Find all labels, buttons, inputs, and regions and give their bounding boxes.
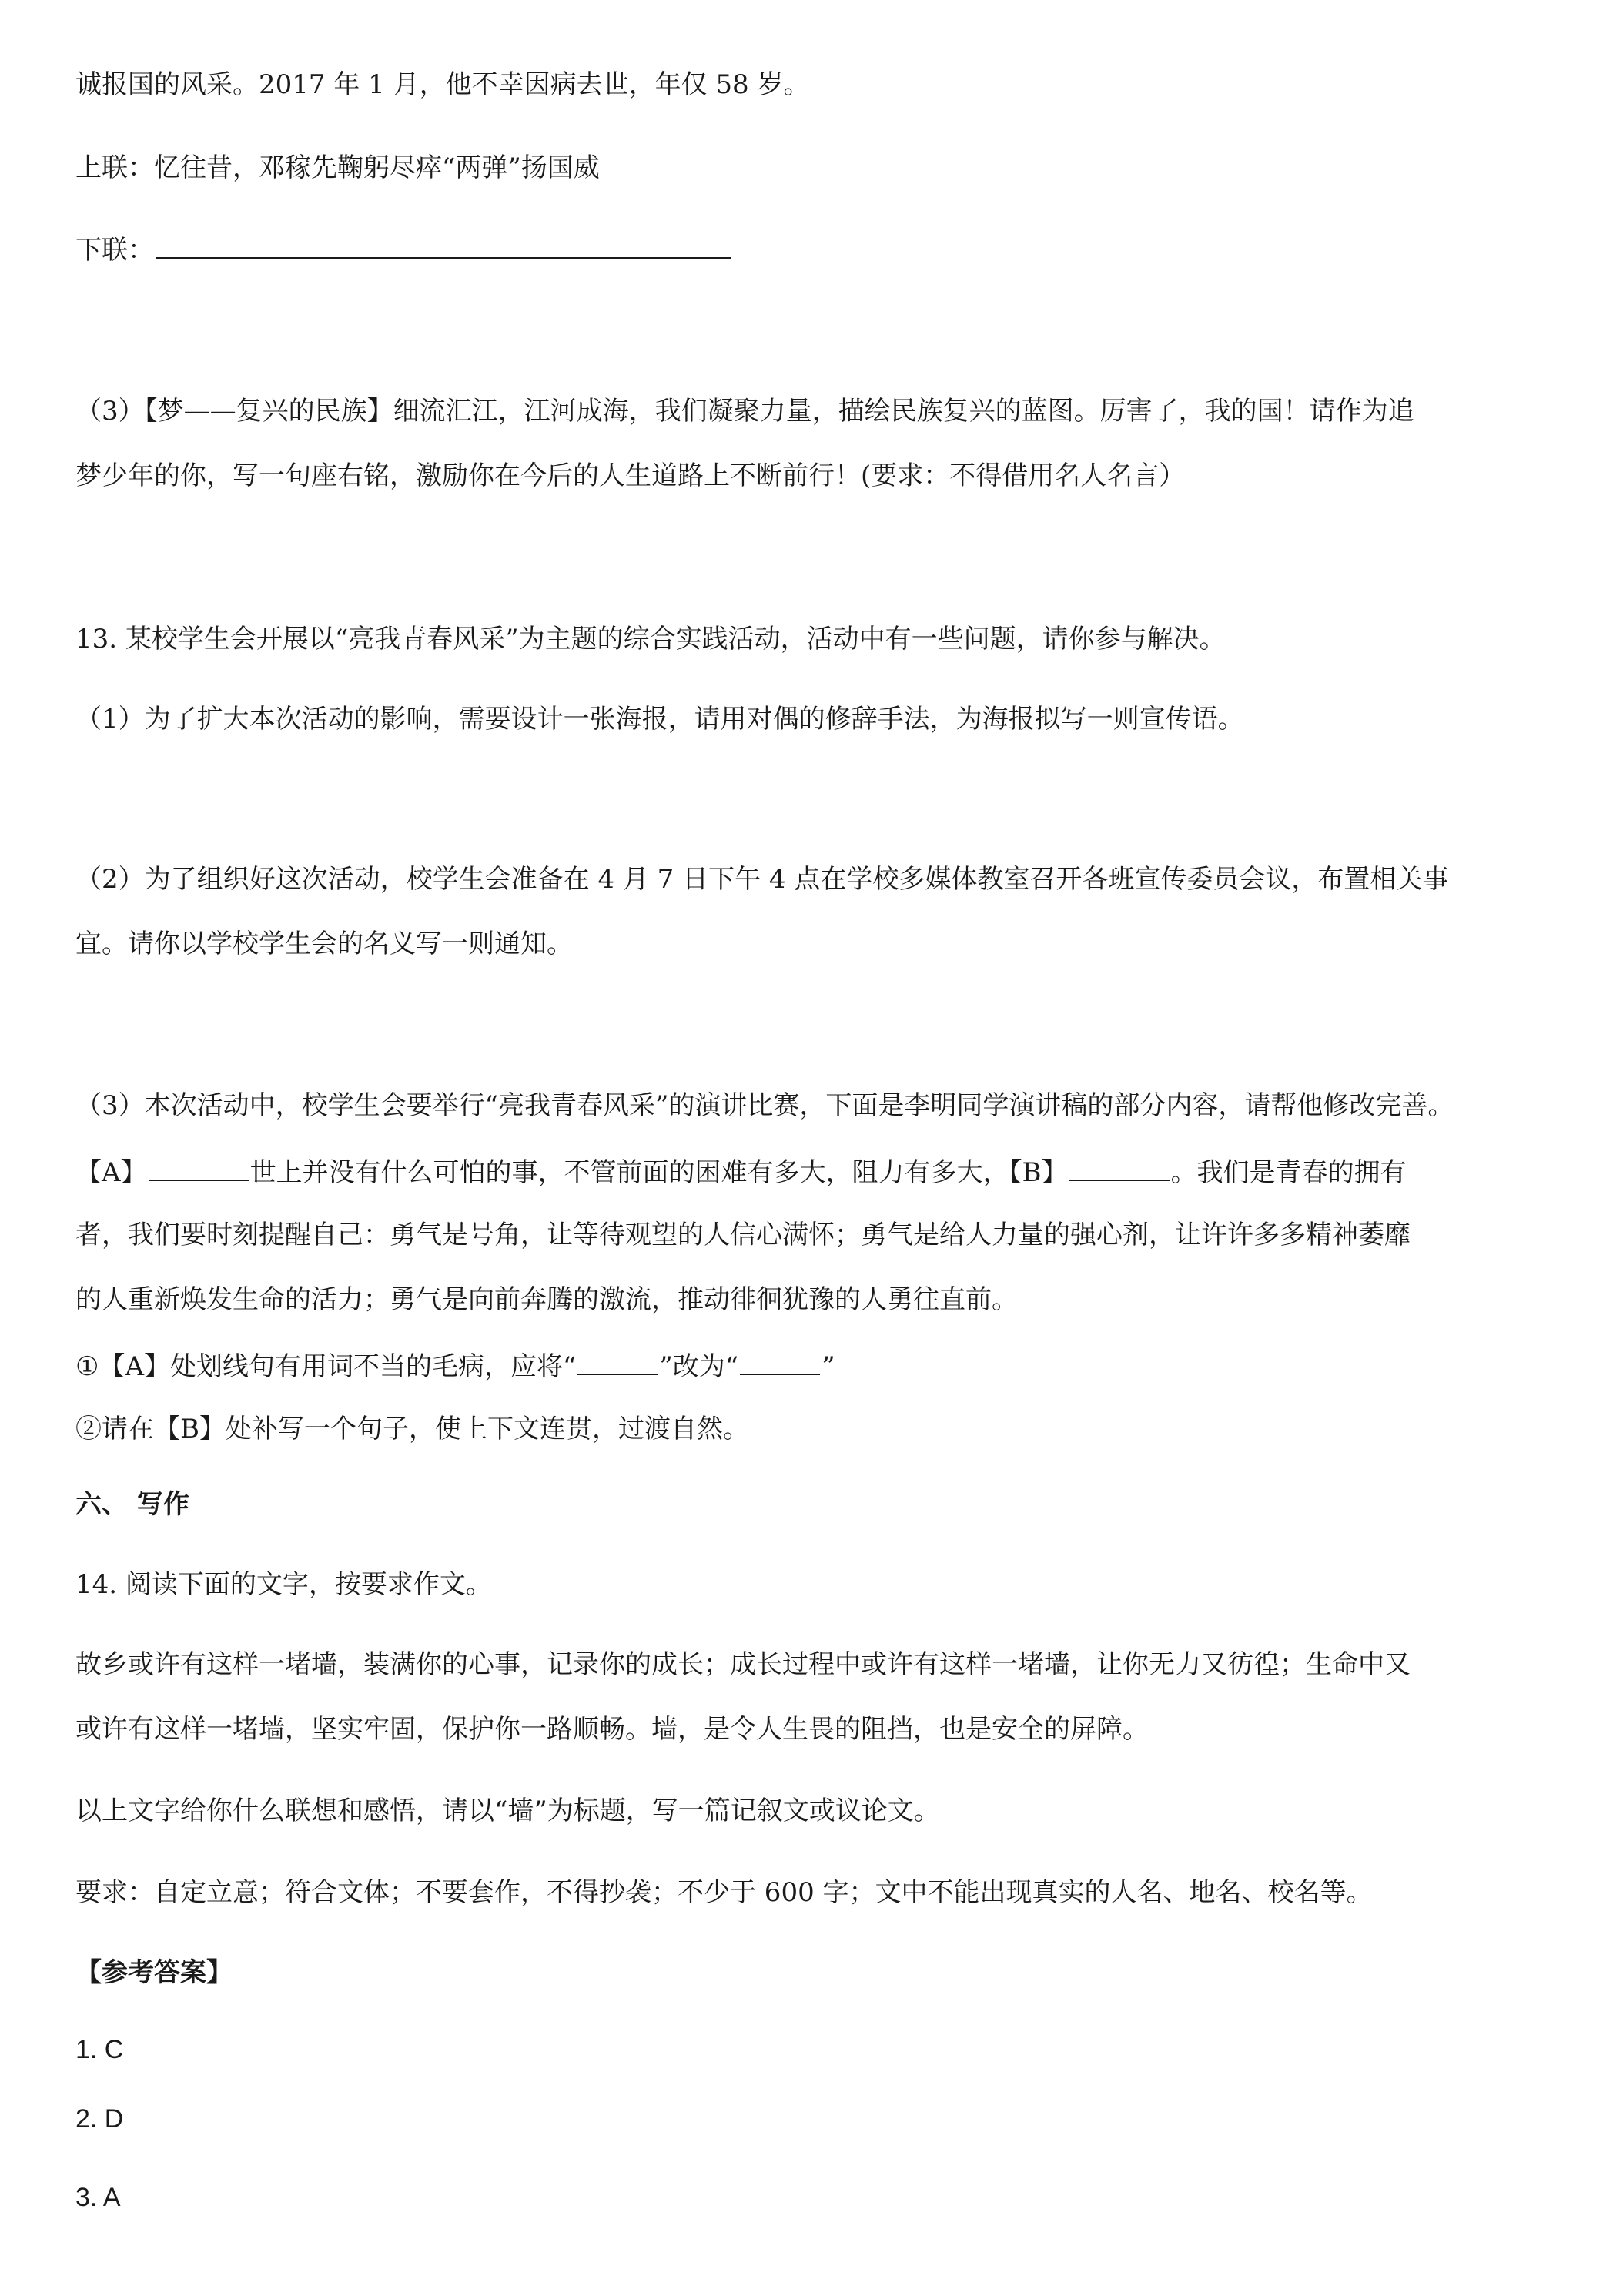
subquestion-1-blank-1	[577, 1347, 658, 1375]
xialian-label: 下联：	[75, 235, 154, 266]
answers-heading: 【参考答案】	[75, 1957, 233, 1988]
prompt-line-2: 或许有这样一堵墙，坚实牢固，保护你一路顺畅。墙，是令人生畏的阻挡，也是安全的屏障。	[75, 1714, 1149, 1745]
shanglian-line: 上联：忆往昔，邓稼先鞠躬尽瘁“两弹”扬国威	[75, 152, 600, 183]
text-line: 诚报国的风采。2017 年 1 月，他不幸因病去世，年仅 58 岁。	[75, 69, 810, 100]
answer-item: 3. A	[75, 2183, 121, 2212]
subquestion-2: ②请在【B】处补写一个句子，使上下文连贯，过渡自然。	[75, 1414, 749, 1444]
question-14: 14. 阅读下面的文字，按要求作文。	[75, 1569, 492, 1600]
question-3-line-2: 梦少年的你，写一句座右铭，激励你在今后的人生道路上不断前行！(要求：不得借用名人名言）	[75, 460, 1186, 491]
answer-blank	[156, 231, 731, 259]
answer-item: 1. C	[75, 2035, 124, 2064]
question-13-2-line-1: （2）为了组织好这次活动，校学生会准备在 4 月 7 日下午 4 点在学校多媒体教室召开各班宣传委员会议，布置相关事	[75, 864, 1449, 895]
answer-item: 2. D	[75, 2104, 124, 2134]
question-13-2-line-2: 宜。请你以学校学生会的名义写一则通知。	[75, 929, 573, 959]
speech-blank-b	[1069, 1153, 1170, 1181]
question-13-1: （1）为了扩大本次活动的影响，需要设计一张海报，请用对偶的修辞手法，为海报拟写一则宣传语。	[75, 704, 1244, 735]
requirements-line: 要求：自定立意；符合文体；不要套作，不得抄袭；不少于 600 字；文中不能出现真实的人名、地名、校名等。	[75, 1877, 1373, 1908]
subquestion-1-text-b: ”改为“	[659, 1351, 739, 1382]
subquestion-1-text-c: ”	[822, 1351, 835, 1382]
question-13-3: （3）本次活动中，校学生会要举行“亮我青春风采”的演讲比赛，下面是李明同学演讲稿的部分内容，请帮他修改完善。	[75, 1090, 1454, 1121]
speech-line-1	[75, 1153, 1407, 1190]
question-3-line-1: （3）【梦——复兴的民族】细流汇江，江河成海，我们凝聚力量，描绘民族复兴的蓝图。厉害了，我的国！请作为追	[75, 396, 1414, 427]
xialian-line	[75, 231, 733, 267]
speech-b-label: 【B】	[1009, 1157, 1068, 1188]
speech-end-text: 。我们是青春的拥有	[1170, 1157, 1407, 1188]
speech-blank-a	[149, 1153, 249, 1181]
speech-middle-text: 世上并没有什么可怕的事，不管前面的困难有多大，阻力有多大，	[249, 1157, 1009, 1188]
prompt-line-1: 故乡或许有这样一堵墙，装满你的心事，记录你的成长；成长过程中或许有这样一堵墙，让你无力又彷徨；生命中又	[75, 1649, 1411, 1680]
subquestion-1	[75, 1347, 835, 1384]
speech-line-3: 的人重新焕发生命的活力；勇气是向前奔腾的激流，推动徘徊犹豫的人勇往直前。	[75, 1284, 1018, 1315]
subquestion-1-text-a: ①【A】处划线句有用词不当的毛病，应将“	[75, 1351, 577, 1382]
subquestion-1-blank-2	[740, 1347, 820, 1375]
section-heading-writing: 六、 写作	[75, 1489, 189, 1520]
speech-a-label: 【A】	[75, 1157, 147, 1188]
speech-line-2: 者，我们要时刻提醒自己：勇气是号角，让等待观望的人信心满怀；勇气是给人力量的强心剂，让许许多多精神萎靡	[75, 1220, 1411, 1250]
question-13-stem: 13. 某校学生会开展以“亮我青春风采”为主题的综合实践活动，活动中有一些问题，请你参与解决。	[75, 624, 1226, 654]
prompt-line-3: 以上文字给你什么联想和感悟，请以“墙”为标题，写一篇记叙文或议论文。	[75, 1796, 940, 1826]
